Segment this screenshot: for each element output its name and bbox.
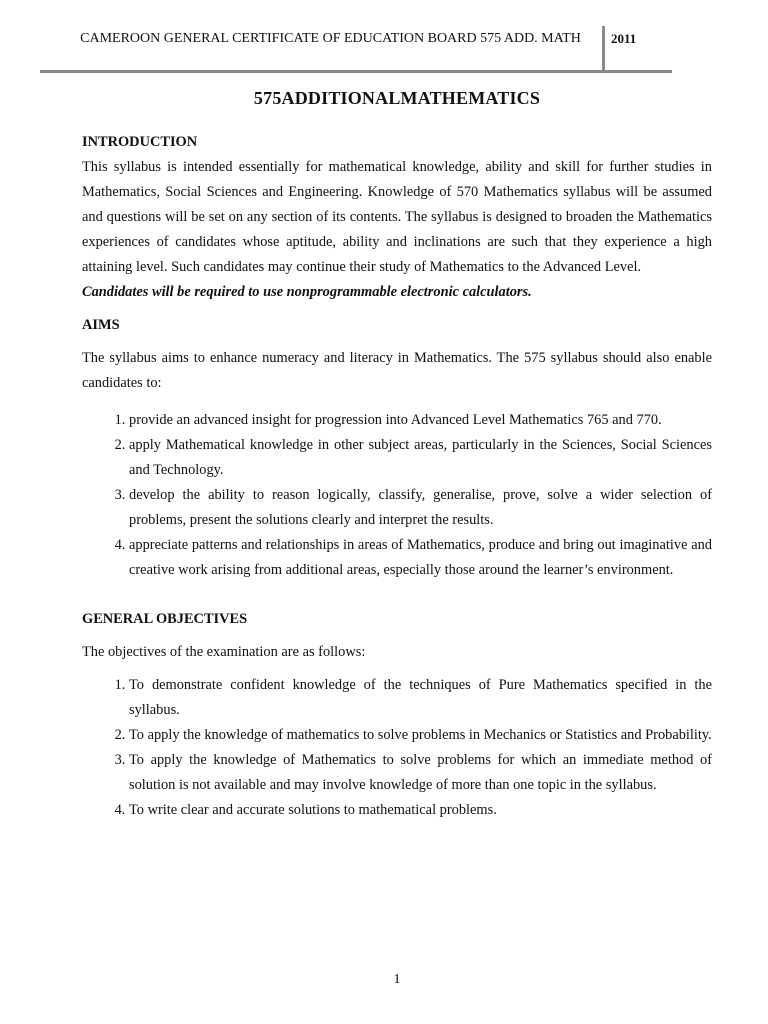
page-number: 1 — [393, 972, 401, 987]
list-item: 2. To apply the knowledge of mathematics to solve problems in Mechanics or Statistics and Probability. — [129, 723, 712, 748]
header-divider — [602, 26, 605, 70]
introduction-heading: INTRODUCTION — [82, 134, 198, 150]
list-item: 1. provide an advanced insight for progression into Advanced Level Mathematics 765 and 770. — [129, 408, 712, 433]
list-item: 4. To write clear and accurate solutions to mathematical problems. — [129, 798, 712, 823]
general-objectives-list — [82, 673, 712, 823]
general-objectives-heading: GENERAL OBJECTIVES — [82, 611, 248, 627]
aims-intro: The syllabus aims to enhance numeracy and literacy in Mathematics. The 575 syllabus should also enable candidates to: — [82, 350, 712, 391]
introduction-text: This syllabus is intended essentially for mathematical knowledge, ability and skill for further studies in Mathematics, Social Sciences and Engineering. Knowledge of 570 Mathematics syllabus will be assumed and questions will be set on any section of its contents. The syllabus is designed to broaden the Mathematics experiences of candidates whose aptitude, ability and inclinations are such that they experience a high attaining level. Such candidates may continue their study of Mathematics to the Advanced Level. — [82, 159, 712, 275]
header-year: 2011 — [611, 31, 637, 46]
header-title: CAMEROON GENERAL CERTIFICATE OF EDUCATION BOARD 575 ADD. MATH — [80, 31, 581, 46]
list-item: 4. appreciate patterns and relationships in areas of Mathematics, produce and bring out imaginative and creative work arising from additional areas, especially those around the learner’s environment. — [129, 533, 712, 583]
aims-heading: AIMS — [82, 317, 120, 333]
list-item: 2. apply Mathematical knowledge in other subject areas, particularly in the Sciences, Social Sciences and Technology. — [129, 433, 712, 483]
list-item: 1. To demonstrate confident knowledge of the techniques of Pure Mathematics specified in the syllabus. — [129, 673, 712, 723]
calculator-note: Candidates will be required to use nonprogrammable electronic calculators. — [82, 284, 532, 300]
list-item: 3. To apply the knowledge of Mathematics to solve problems for which an immediate method of solution is not available and may involve knowledge of more than one topic in the syllabus. — [129, 748, 712, 798]
page-header — [40, 26, 672, 73]
general-objectives-intro: The objectives of the examination are as follows: — [82, 644, 366, 660]
document-title: 575ADDITIONALMATHEMATICS — [253, 88, 541, 108]
list-item: 3. develop the ability to reason logically, classify, generalise, prove, solve a wider selection of problems, present the solutions clearly and interpret the results. — [129, 483, 712, 533]
aims-list — [82, 408, 712, 583]
document-body — [82, 130, 712, 823]
